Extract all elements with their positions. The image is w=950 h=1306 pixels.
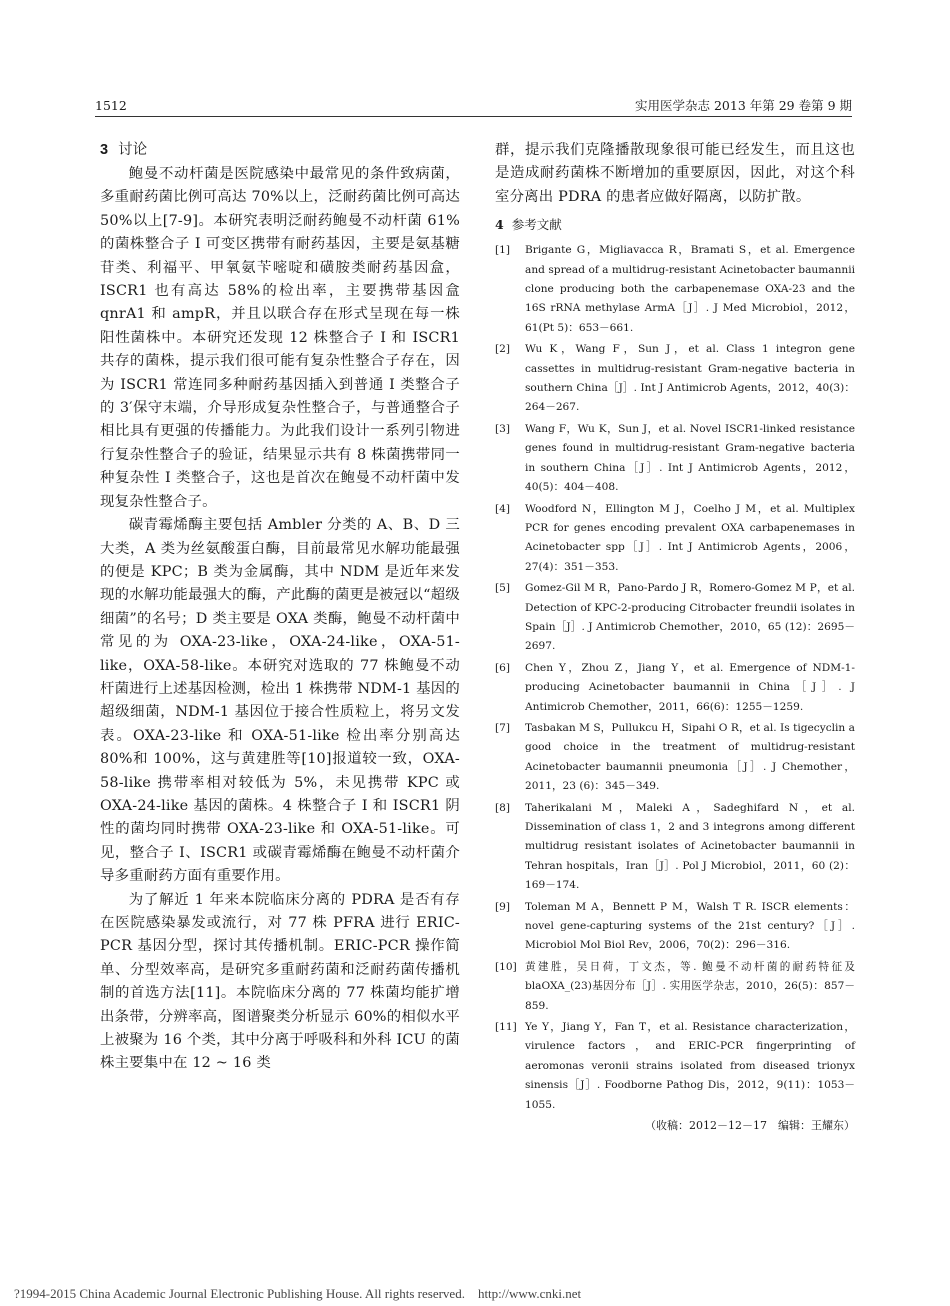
section-number: 4	[495, 217, 504, 233]
reference-item	[495, 719, 855, 797]
reference-number: [5]	[495, 582, 511, 595]
reference-text: 黄建胜，吴日荷，丁文杰，等. 鲍曼不动杆菌的耐药特征及 blaOXA_(23)基因分布［J］. 实用医学杂志，2010，26(5)：857－859.	[525, 960, 855, 1012]
reference-item	[495, 799, 855, 896]
received-editor-note: （收稿：2012－12－17 编辑：王耀东）	[645, 1119, 855, 1133]
reference-item	[495, 340, 855, 418]
reference-number: [10]	[495, 960, 517, 973]
reference-item	[495, 500, 855, 578]
reference-text: Taherikalani M，Maleki A，Sadeghifard N，et al. Dissemination of class 1，2 and 3 integrons among different multidrug resistant isolates of Acinetobacter baumannii in Tehran hospitals，Iran［J］. Pol J Microbiol，2011，60 (2)：169－174.	[525, 801, 855, 892]
discussion-paragraph: 碳青霉烯酶主要包括 Ambler 分类的 A、B、D 三大类，A 类为丝氨酸蛋白酶，目前最常见水解功能最强的便是 KPC；B 类为金属酶，其中 NDM 是近年来发现的水解功能最强大的酶，产此酶的菌更是被冠以“超级细菌”的名号；D 类主要是 OXA 类酶，鲍曼不动杆菌中常见的为 OXA-23-like，OXA-24-like，OXA-51-like，OXA-58-like。本研究对选取的 77 株鲍曼不动杆菌进行上述基因检测，检出 1 株携带 NDM-1 基因的超级细菌，NDM-1 基因位于接合性质粒上，将另文发表。OXA-23-like 和 OXA-51-like 检出率分别高达 80%和 100%，这与黄建胜等[10]报道较一致，OXA-58-like 携带率相对较低为 5%，未见携带 KPC 或 OXA-24-like 基因的菌株。4 株整合子 I 和 ISCR1 阴性的菌均同时携带 OXA-23-like 和 OXA-51-like。可见，整合子 I、ISCR1 或碳青霉烯酶在鲍曼不动杆菌介导多重耐药方面有重要作用。	[100, 517, 460, 885]
reference-item	[495, 420, 855, 498]
reference-item	[495, 659, 855, 717]
section-3-heading	[100, 139, 460, 161]
reference-item	[495, 241, 855, 338]
reference-number: [6]	[495, 661, 511, 674]
discussion-paragraph: 鲍曼不动杆菌是医院感染中最常见的条件致病菌，多重耐药菌比例可高达 70%以上，泛耐药菌比例可高达 50%以上[7-9]。本研究表明泛耐药鲍曼不动杆菌 61%的菌株整合子 I 可变区携带有耐药基因，主要是氨基糖苷类、利福平、甲氧氨苄嘧啶和磺胺类耐药基因盒，ISCR1 也有高达 58%的检出率，主要携带基因盒 qnrA1 和 ampR，并且以联合存在形式呈现在每一株阳性菌株中。本研究还发现 12 株整合子 I 和 ISCR1 共存的菌株，提示我们很可能有复杂性整合子存在，因为 ISCR1 常连同多种耐药基因插入到普通 I 类整合子的 3′保守末端，介导形成复杂性整合子，与普通整合子相比具有更强的传播能力。为此我们设计一系列引物进行复杂性整合子的验证，结果显示共有 8 株菌携带同一种复杂性 I 类整合子，这也是首次在鲍曼不动杆菌中发现复杂性整合子。	[100, 166, 460, 510]
reference-text: Ye Y，Jiang Y，Fan T，et al. Resistance characterization，virulence factors，and ERIC-PCR fingerprinting of aeromonas veronii strains isolated from diseased trionyx sinensis［J］. Foodborne Pathog Dis，2012，9(11)：1053－1055.	[525, 1021, 855, 1111]
reference-list	[495, 241, 855, 1115]
reference-text: Toleman M A，Bennett P M，Walsh T R. ISCR elements：novel gene-capturing systems of the 21st century?［J］. Microbiol Mol Biol Rev，2006，70(2)：296－316.	[525, 900, 855, 952]
reference-number: [4]	[495, 502, 511, 515]
reference-number: [8]	[495, 801, 511, 814]
reference-number: [2]	[495, 343, 511, 356]
reference-text: Wu K，Wang F，Sun J，et al. Class 1 integron gene cassettes in multidrug-resistant Gram-negative bacteria in southern China［J］. Int J Antimicrob Agents，2012，40(3)：264－267.	[525, 343, 855, 414]
reference-item	[495, 579, 855, 657]
reference-item	[495, 1018, 855, 1115]
reference-number: [11]	[495, 1021, 517, 1034]
running-header	[95, 96, 852, 114]
page-number: 1512	[95, 98, 127, 113]
section-title: 讨论	[118, 142, 148, 158]
section-number: 3	[100, 142, 109, 158]
header-rule	[95, 116, 852, 117]
reference-text: Wang F，Wu K，Sun J，et al. Novel ISCR1-linked resistance genes found in multidrug-resistant Gram-negative bacteria in southern China［J］. Int J Antimicrob Agents，2012，40(5)：404－408.	[525, 422, 855, 494]
reference-text: Woodford N，Ellington M J，Coelho J M，et al. Multiplex PCR for genes encoding prevalent OXA carbapenemases in Acinetobacter spp［J］. Int J Antimicrob Agents，2006，27(4)：351－353.	[525, 502, 855, 573]
reference-item	[495, 958, 855, 1016]
discussion-paragraph: 为了解近 1 年来本院临床分离的 PDRA 是否有存在医院感染暴发或流行，对 77 株 PFRA 进行 ERIC-PCR 基因分型，探讨其传播机制。ERIC-PCR 操作简单、分型效率高，是研究多重耐药菌和泛耐药菌传播机制的首选方法[11]。本院临床分离的 77 株菌均能扩增出条带，分辨率高，图谱聚类分析显示 60%的相似水平上被聚为 16 个类，其中分离于呼吸科和外科 ICU 的菌株主要集中在 12 ~ 16 类	[100, 891, 460, 1072]
right-column	[495, 139, 855, 1135]
section-title: 参考文献	[511, 217, 562, 233]
reference-item	[495, 898, 855, 956]
discussion-continuation: 群，提示我们克隆播散现象很可能已经发生，而且这也是造成耐药菌株不断增加的重要原因，因此，对这个科室分离出 PDRA 的患者应做好隔离，以防扩散。	[495, 142, 855, 205]
reference-number: [3]	[495, 422, 511, 435]
reference-number: [9]	[495, 900, 511, 913]
left-column	[100, 139, 460, 1076]
reference-text: Tasbakan M S，Pullukcu H，Sipahi O R，et al. Is tigecyclin a good choice in the treatment of multidrug-resistant Acinetobacter baumannii pneumonia［J］. J Chemother，2011，23 (6)：345－349.	[525, 721, 855, 793]
reference-number: [7]	[495, 721, 511, 734]
reference-text: Brigante G，Migliavacca R，Bramati S，et al. Emergence and spread of a multidrug-resistant Acinetobacter baumannii clone producing both the carbapenemase OXA-23 and the 16S rRNA methylase ArmA［J］. J Med Microbiol，2012，61(Pt 5)：653－661.	[525, 244, 855, 334]
journal-title: 实用医学杂志 2013 年第 29 卷第 9 期	[634, 98, 852, 113]
reference-text: Chen Y，Zhou Z，Jiang Y，et al. Emergence of NDM-1-producing Acinetobacter baumannii in China［J］. J Antimicrob Chemother，2011，66(6)：1255－1259.	[525, 661, 855, 713]
copyright-footer: ?1994-2015 China Academic Journal Electronic Publishing House. All rights reserved. http://www.cnki.net	[14, 1286, 582, 1301]
reference-text: Gomez-Gil M R，Pano-Pardo J R，Romero-Gomez M P，et al. Detection of KPC-2-producing Citrobacter freundii isolates in Spain［J］. J Antimicrob Chemother，2010，65 (12)：2695－2697.	[525, 582, 855, 653]
reference-number: [1]	[495, 244, 511, 257]
section-4-heading	[495, 215, 855, 233]
